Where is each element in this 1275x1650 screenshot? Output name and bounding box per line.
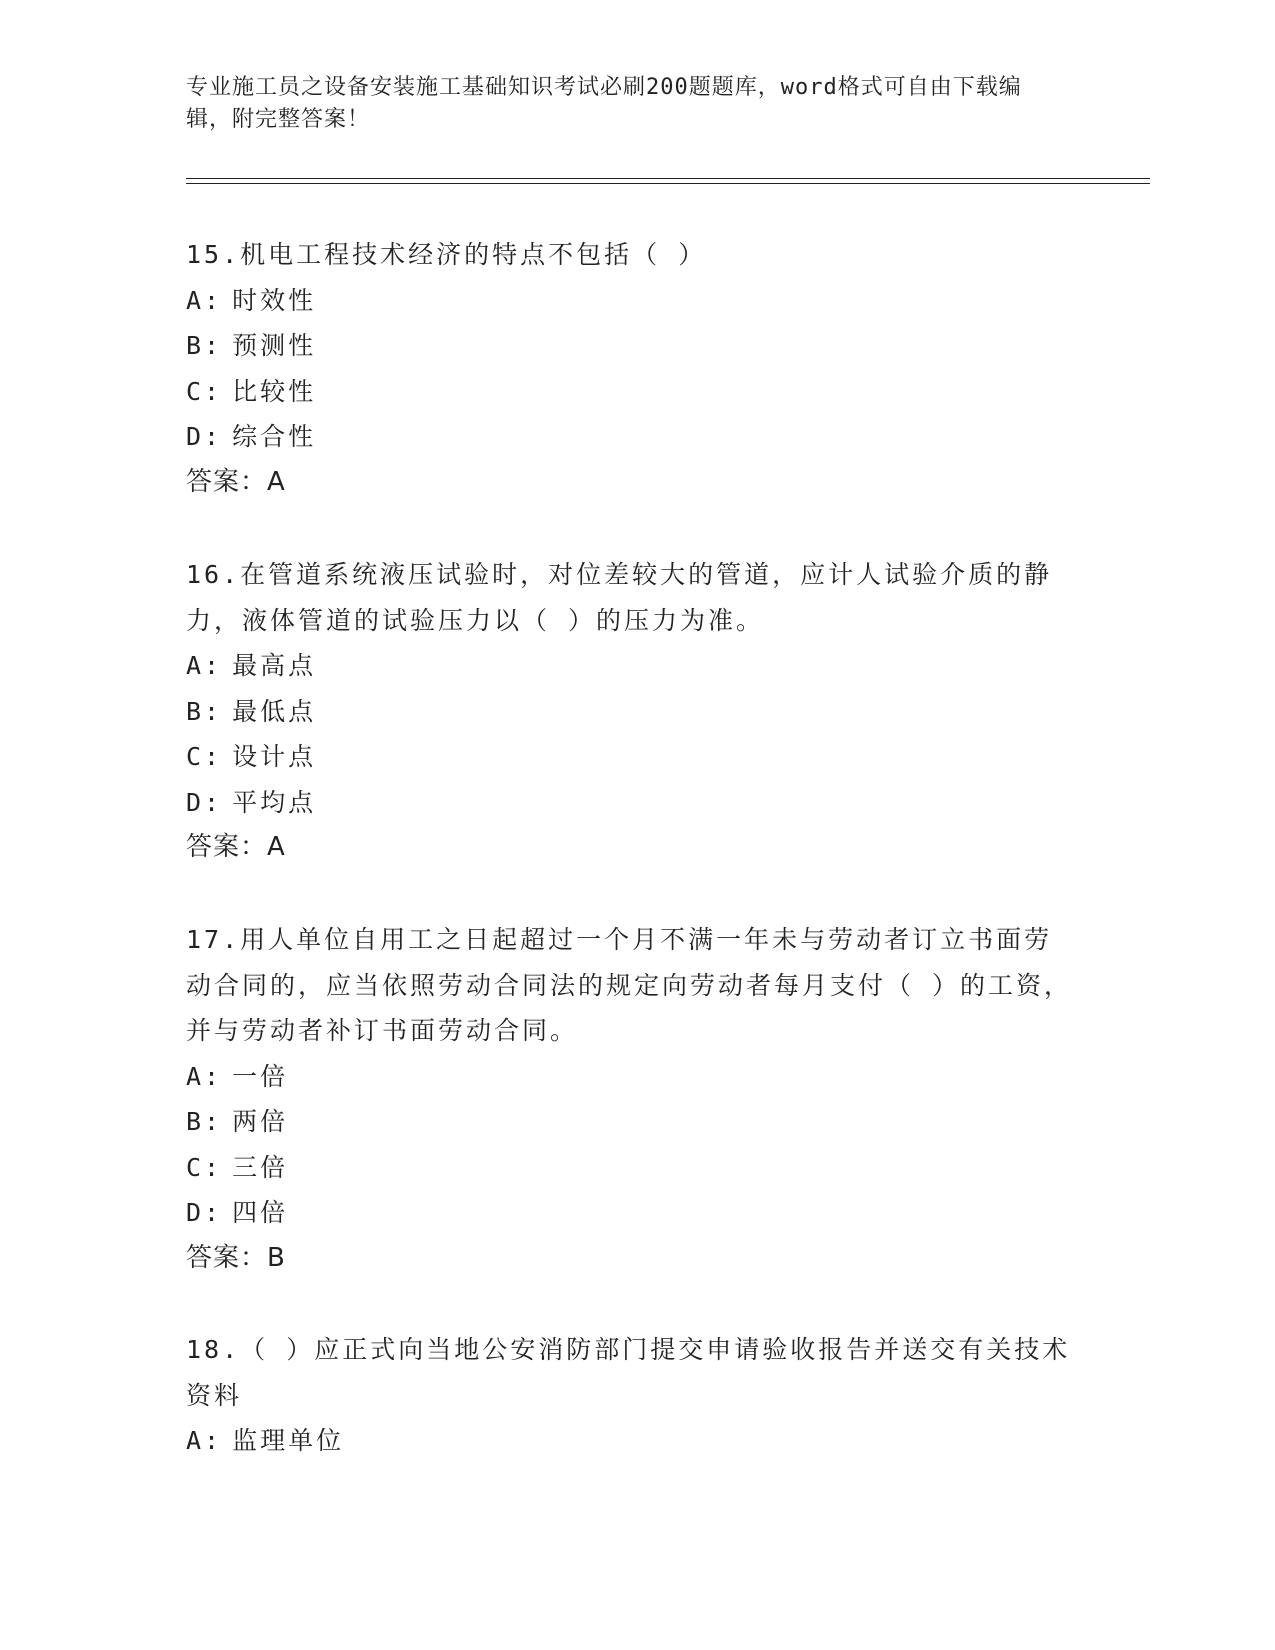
question-18: [186, 1327, 1076, 1464]
option-a: [186, 1418, 1076, 1464]
option-c: [186, 369, 1076, 415]
option-letter: A:: [186, 285, 223, 315]
option-letter: D:: [186, 1198, 223, 1227]
option-letter: C:: [186, 742, 223, 771]
option-d: [186, 414, 1076, 460]
question-16: [186, 552, 1076, 871]
option-letter: B:: [186, 1107, 223, 1136]
option-text: 四倍: [232, 1198, 289, 1227]
option-letter: A:: [186, 1426, 223, 1455]
option-d: [186, 1190, 1076, 1236]
option-c: [186, 734, 1076, 780]
option-text: 最低点: [232, 696, 317, 726]
option-letter: D:: [186, 787, 223, 817]
option-text: 最高点: [232, 651, 317, 680]
option-letter: D:: [186, 422, 223, 451]
option-text: 比较性: [232, 376, 317, 406]
option-text: 设计点: [232, 742, 317, 771]
option-text: 时效性: [232, 285, 317, 315]
header-divider-bottom: [186, 183, 1150, 184]
option-letter: A:: [186, 1061, 223, 1091]
option-b: [186, 323, 1076, 369]
option-text: 预测性: [232, 331, 317, 360]
option-text: 监理单位: [232, 1426, 345, 1455]
question-17: [186, 917, 1076, 1281]
option-b: [186, 1099, 1076, 1145]
option-text: 平均点: [232, 787, 317, 817]
question-text: 18.（ ）应正式向当地公安消防部门提交申请验收报告并送交有关技术资料: [186, 1335, 1071, 1410]
document-header: 专业施工员之设备安装施工基础知识考试必刷200题题库，word格式可自由下载编辑，附完整答案！: [186, 75, 1022, 132]
option-a: [186, 278, 1076, 324]
option-c: [186, 1145, 1076, 1191]
question-text: 17.用人单位自用工之日起超过一个月不满一年未与劳动者订立书面劳动合同的，应当依照劳动合同法的规定向劳动者每月支付（ ）的工资，并与劳动者补订书面劳动合同。: [186, 925, 1073, 1045]
option-letter: B:: [186, 331, 223, 360]
option-letter: A:: [186, 651, 223, 680]
header-divider-top: [186, 178, 1150, 179]
option-letter: C:: [186, 1152, 223, 1182]
option-text: 综合性: [232, 422, 317, 451]
answer-line: 答案：A: [186, 466, 286, 497]
question-15: [186, 232, 1076, 505]
option-d: [186, 780, 1076, 826]
answer-line: 答案：A: [186, 832, 286, 862]
option-text: 三倍: [232, 1152, 289, 1182]
answer-line: 答案：B: [186, 1242, 286, 1273]
option-a: [186, 643, 1076, 689]
option-text: 两倍: [232, 1107, 289, 1136]
option-letter: C:: [186, 376, 223, 406]
option-a: [186, 1054, 1076, 1100]
question-text: 15.机电工程技术经济的特点不包括（ ）: [186, 240, 707, 269]
option-letter: B:: [186, 696, 223, 726]
option-text: 一倍: [232, 1061, 289, 1091]
option-b: [186, 689, 1076, 735]
question-text: 16.在管道系统液压试验时，对位差较大的管道，应计人试验介质的静力，液体管道的试验压力以（ ）的压力为准。: [186, 560, 1053, 635]
